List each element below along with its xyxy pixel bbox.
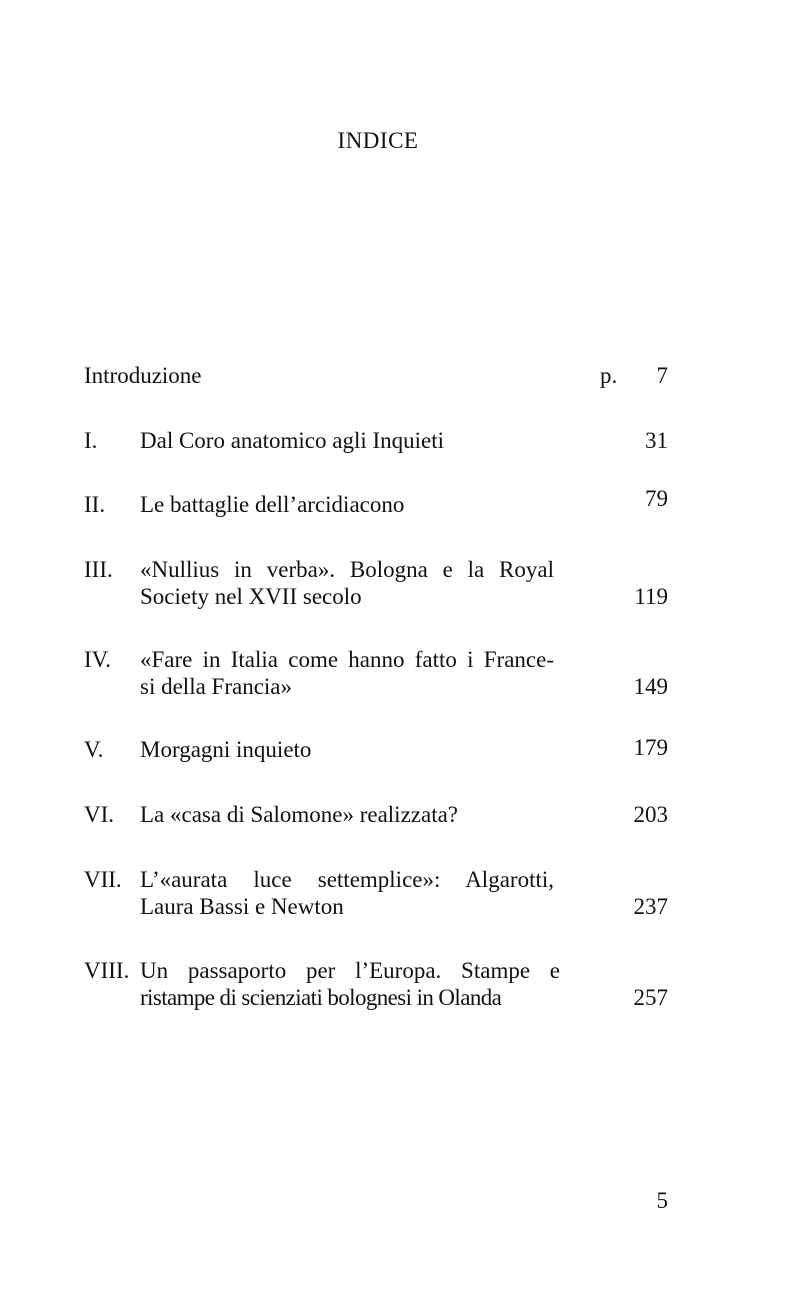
- page-title: INDICE: [337, 128, 419, 153]
- chapter-title-line: «Fare in Italia come hanno fatto i France-: [140, 647, 554, 672]
- page-folio: 5: [656, 1188, 668, 1213]
- chapter-title-line: Dal Coro anatomico agli Inquieti: [140, 428, 445, 453]
- chapter-title: [140, 801, 554, 828]
- chapter-title: [140, 736, 554, 763]
- chapter-title: [140, 646, 554, 700]
- chapter-page-number: 119: [634, 584, 668, 609]
- chapter-title-line: Un passaporto per l’Europa. Stampe e: [140, 958, 560, 983]
- chapter-title: [140, 556, 554, 610]
- chapter-page-number: 257: [633, 985, 668, 1010]
- chapter-title-line: L’«aurata luce settemplice»: Algarotti,: [140, 867, 554, 892]
- chapter-numeral: V.: [84, 737, 104, 762]
- chapter-title-line: Le battaglie dell’arcidiacono: [140, 492, 405, 517]
- chapter-numeral: I.: [84, 428, 98, 453]
- chapter-page-number: 149: [633, 674, 668, 699]
- chapter-title: [140, 866, 554, 920]
- chapter-title: [140, 427, 554, 454]
- chapter-page-number: 79: [645, 486, 668, 511]
- chapter-numeral: IV.: [84, 647, 112, 672]
- introduction-label: Introduzione: [84, 363, 202, 388]
- chapter-title: [140, 491, 554, 518]
- chapter-page-number: 31: [645, 428, 668, 453]
- chapter-page-number: 203: [633, 802, 668, 827]
- chapter-page-number: 237: [633, 894, 668, 919]
- chapter-title-line: Morgagni inquieto: [140, 737, 312, 762]
- introduction-page-prefix: p.: [600, 363, 618, 388]
- chapter-title-line: La «casa di Salomone» realizzata?: [140, 802, 459, 827]
- chapter-title-line: «Nullius in verba». Bologna e la Royal: [140, 557, 554, 582]
- chapter-numeral: VII.: [84, 867, 122, 892]
- chapter-title-line: si della Francia»: [140, 674, 293, 699]
- chapter-numeral: II.: [84, 492, 106, 517]
- chapter-title-line: Laura Bassi e Newton: [140, 894, 344, 919]
- introduction-page-number: 7: [656, 363, 668, 388]
- chapter-numeral: III.: [84, 557, 113, 582]
- chapter-numeral: VI.: [84, 802, 115, 827]
- chapter-numeral: VIII.: [84, 958, 130, 983]
- chapter-title-line: ristampe di scienziati bolognesi in Olanda: [140, 985, 502, 1010]
- chapter-title-line: Society nel XVII secolo: [140, 584, 362, 609]
- chapter-page-number: 179: [633, 735, 668, 760]
- chapter-title: [140, 957, 560, 1011]
